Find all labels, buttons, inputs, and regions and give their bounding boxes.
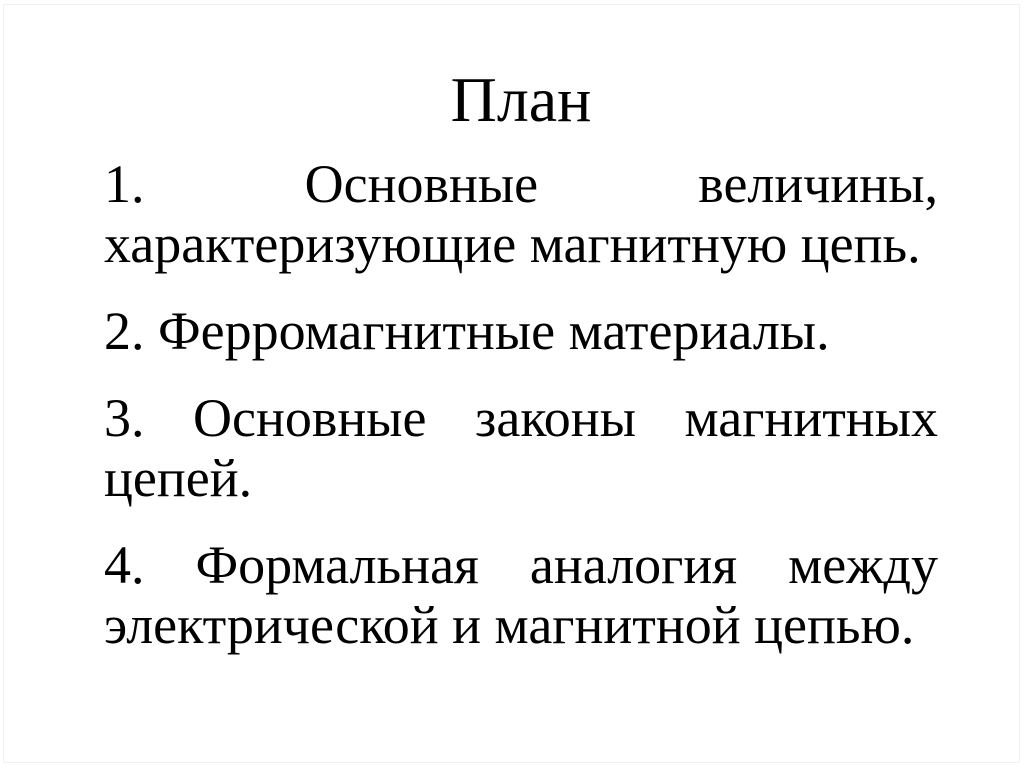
list-item-2-line-1: 2. Ферромагнитные материалы. (104, 301, 830, 361)
list-item-3-line-2: цепей. (104, 448, 253, 508)
list-item-4-line-1: 4. Формальная аналогия между (104, 535, 938, 595)
slide-title: План (450, 64, 592, 135)
list-item-2 (104, 301, 938, 361)
slide-content (104, 63, 938, 682)
list-item-1-line-2: характеризующие магнитную цепь. (104, 214, 921, 274)
list-item-1-line-1: 1. Основные величины, (104, 154, 938, 214)
list-item-1 (104, 154, 938, 274)
list-item-3-line-1: 3. Основные законы магнитных (104, 388, 938, 448)
list-item-3 (104, 388, 938, 508)
list-item-4 (104, 535, 938, 655)
list-item-4-line-2: электрической и магнитной цепью. (104, 595, 915, 655)
